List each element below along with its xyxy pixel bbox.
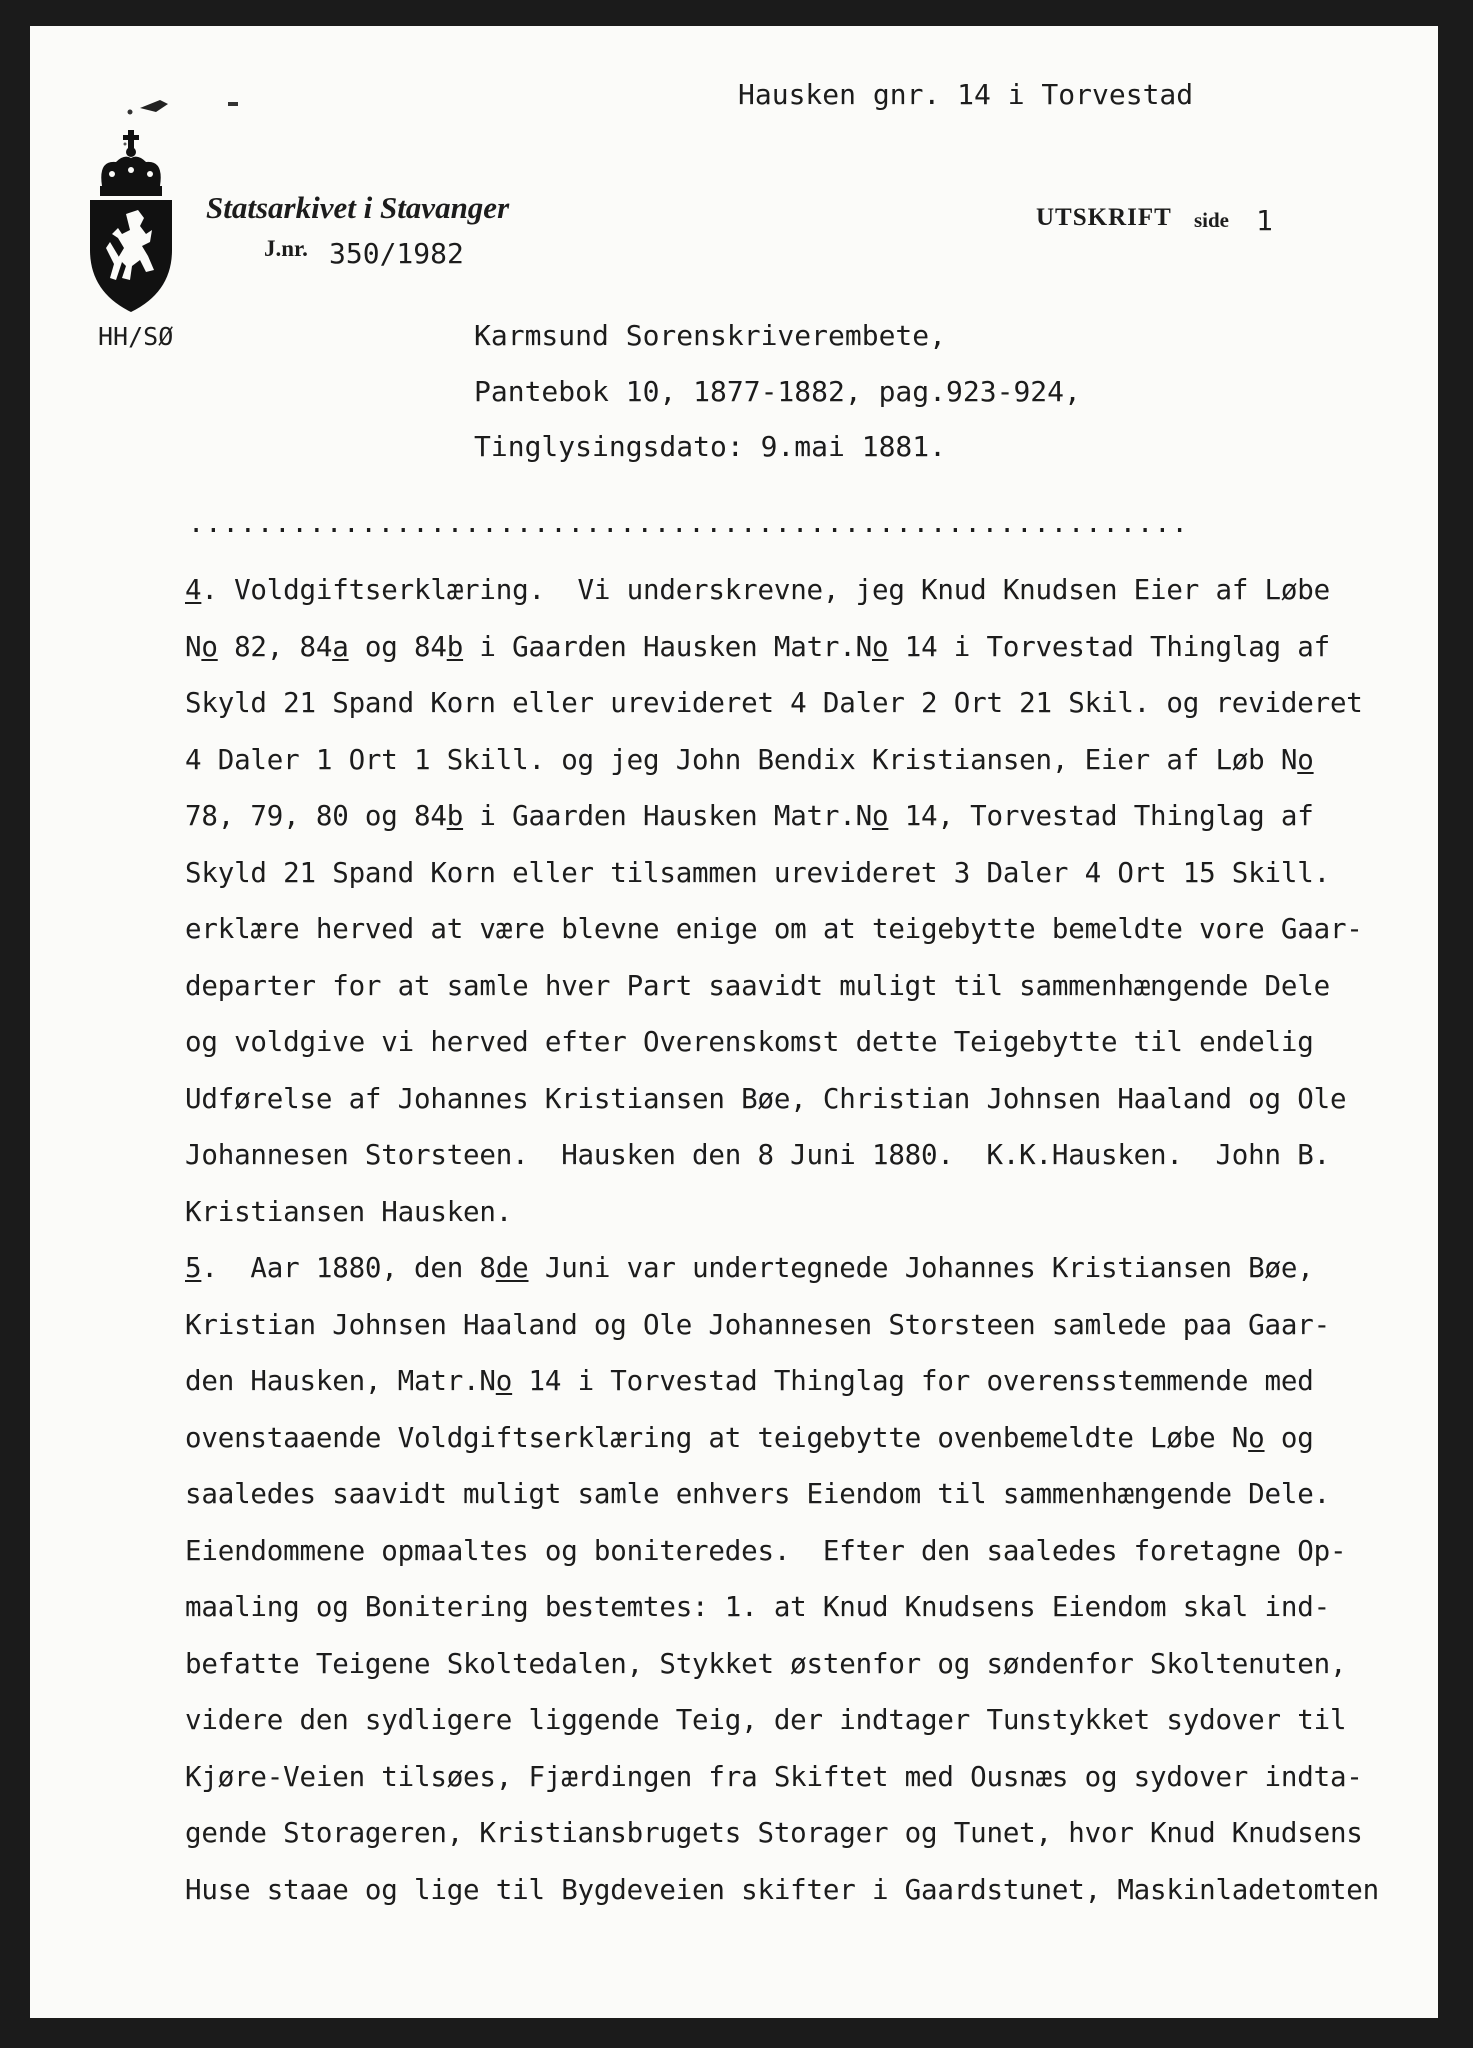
underlined-abbreviation: b <box>446 800 464 832</box>
side-label: side <box>1194 208 1230 232</box>
text-segment: 14 i Torvestad Thinglag for overensstemmende med <box>512 1365 1314 1397</box>
text-segment: gende Storageren, Kristiansbrugets Storager og Tunet, hvor Knud Knudsens <box>185 1817 1363 1849</box>
archive-name: Statsarkivet i Stavanger <box>206 190 510 225</box>
text-segment: Skyld 21 Spand Korn eller urevideret 4 Daler 2 Ort 21 Skil. og revideret <box>185 687 1363 719</box>
text-segment: Udførelse af Johannes Kristiansen Bøe, Christian Johnsen Haaland og Ole <box>185 1082 1347 1115</box>
text-segment: Kjøre-Veien tilsøes, Fjærdingen fra Skiftet med Ousnæs og sydover indta- <box>185 1760 1363 1793</box>
text-line <box>185 619 1425 676</box>
underlined-abbreviation: a <box>332 630 349 663</box>
underlined-abbreviation: o <box>201 630 218 663</box>
text-segment: maaling og Bonitering bestemtes: 1. at Knud Knudsens Eiendom skal ind- <box>185 1591 1330 1623</box>
text-line <box>185 1071 1425 1128</box>
text-line <box>185 562 1425 619</box>
text-segment: og <box>1264 1421 1314 1454</box>
document-location: Hausken gnr. 14 i Torvestad <box>738 78 1194 111</box>
text-line <box>185 1805 1425 1862</box>
text-line <box>185 1466 1425 1523</box>
document-page <box>30 26 1438 2018</box>
text-segment: 14 i Torvestad Thinglag af <box>888 630 1330 663</box>
text-segment: den Hausken, Matr.N <box>185 1365 496 1397</box>
jnr-value: 350/1982 <box>329 237 464 270</box>
text-segment: i Gaarden Hausken Matr.N <box>463 630 872 663</box>
text-segment: 82, 84 <box>217 630 333 663</box>
text-line <box>185 1579 1425 1636</box>
registration-date: Tinglysingsdato: 9.mai 1881. <box>474 430 947 463</box>
transcription-body <box>185 562 1425 1918</box>
source-volume: Pantebok 10, 1877-1882, pag.923-924, <box>474 375 1081 408</box>
text-segment: Kristiansen Hausken. <box>185 1195 513 1228</box>
text-segment: befatte Teigene Skoltedalen, Stykket østenfor og søndenfor Skoltenuten, <box>185 1647 1347 1680</box>
text-line <box>185 1297 1425 1354</box>
text-line <box>185 1862 1425 1919</box>
text-line <box>185 958 1425 1015</box>
text-line <box>185 1184 1425 1241</box>
text-line <box>185 1014 1425 1071</box>
side-number: 1 <box>1256 204 1273 237</box>
text-line <box>185 675 1425 732</box>
text-segment: N <box>185 630 202 663</box>
underlined-abbreviation: 4 <box>185 574 202 606</box>
text-segment: og 84 <box>348 630 447 663</box>
text-line <box>185 1523 1425 1580</box>
underlined-abbreviation: o <box>871 800 889 832</box>
underlined-abbreviation: o <box>495 1365 513 1397</box>
text-segment: 14, Torvestad Thinglag af <box>888 800 1314 832</box>
underlined-abbreviation: o <box>1297 743 1314 776</box>
text-line <box>185 788 1425 845</box>
text-segment: 4 Daler 1 Ort 1 Skill. og jeg John Bendix Kristiansen, Eier af Løb N <box>185 743 1298 776</box>
clerk-initials: HH/SØ <box>98 322 174 351</box>
text-segment: . Aar 1880, den 8 <box>201 1252 496 1284</box>
text-segment: Eiendommene opmaaltes og boniteredes. Efter den saaledes foretagne Op- <box>185 1534 1347 1567</box>
text-line <box>185 1636 1425 1693</box>
underlined-abbreviation: o <box>1248 1421 1265 1454</box>
text-line <box>185 732 1425 789</box>
text-segment: og voldgive vi herved efter Overenskomst dette Teigebytte til endelig <box>185 1026 1314 1058</box>
underlined-abbreviation: 5 <box>185 1252 202 1284</box>
utskrift-label: UTSKRIFT <box>1036 204 1172 231</box>
text-segment: Kristian Johnsen Haaland og Ole Johannesen Storsteen samlede paa Gaar- <box>185 1308 1330 1341</box>
coat-of-arms-icon <box>88 130 174 316</box>
text-segment: erklære herved at være blevne enige om at teigebytte bemeldte vore Gaar- <box>185 913 1363 945</box>
underlined-abbreviation: de <box>495 1252 529 1284</box>
text-line <box>185 845 1425 902</box>
text-segment: 78, 79, 80 og 84 <box>185 800 447 832</box>
text-line <box>185 1353 1425 1410</box>
text-line <box>185 1749 1425 1806</box>
text-segment: i Gaarden Hausken Matr.N <box>463 800 872 832</box>
text-line <box>185 1240 1425 1297</box>
source-office: Karmsund Sorenskriverembete, <box>474 319 947 352</box>
dotted-separator: .......................................................... <box>188 508 1189 539</box>
text-segment: Huse staae og lige til Bygdeveien skifter i Gaardstunet, Maskinladetomten <box>185 1873 1380 1906</box>
text-line <box>185 901 1425 958</box>
text-line <box>185 1692 1425 1749</box>
text-segment: videre den sydligere liggende Teig, der indtager Tunstykket sydover til <box>185 1704 1347 1736</box>
text-segment: saaledes saavidt muligt samle enhvers Eiendom til sammenhængende Dele. <box>185 1478 1330 1510</box>
text-segment: Johannesen Storsteen. Hausken den 8 Juni 1880. K.K.Hausken. John B. <box>185 1139 1330 1171</box>
text-segment: ovenstaaende Voldgiftserklæring at teigebytte ovenbemeldte Løbe N <box>185 1421 1249 1454</box>
text-segment: Juni var undertegnede Johannes Kristiansen Bøe, <box>528 1252 1314 1284</box>
text-segment: Skyld 21 Spand Korn eller tilsammen urevideret 3 Daler 4 Ort 15 Skill. <box>185 856 1330 889</box>
text-line <box>185 1127 1425 1184</box>
text-segment: . Voldgiftserklæring. Vi underskrevne, jeg Knud Knudsen Eier af Løbe <box>201 574 1330 606</box>
text-line <box>185 1410 1425 1467</box>
underlined-abbreviation: b <box>446 630 464 663</box>
text-segment: departer for at samle hver Part saavidt muligt til sammenhængende Dele <box>185 969 1330 1002</box>
jnr-label: J.nr. <box>264 236 308 261</box>
underlined-abbreviation: o <box>872 630 889 663</box>
